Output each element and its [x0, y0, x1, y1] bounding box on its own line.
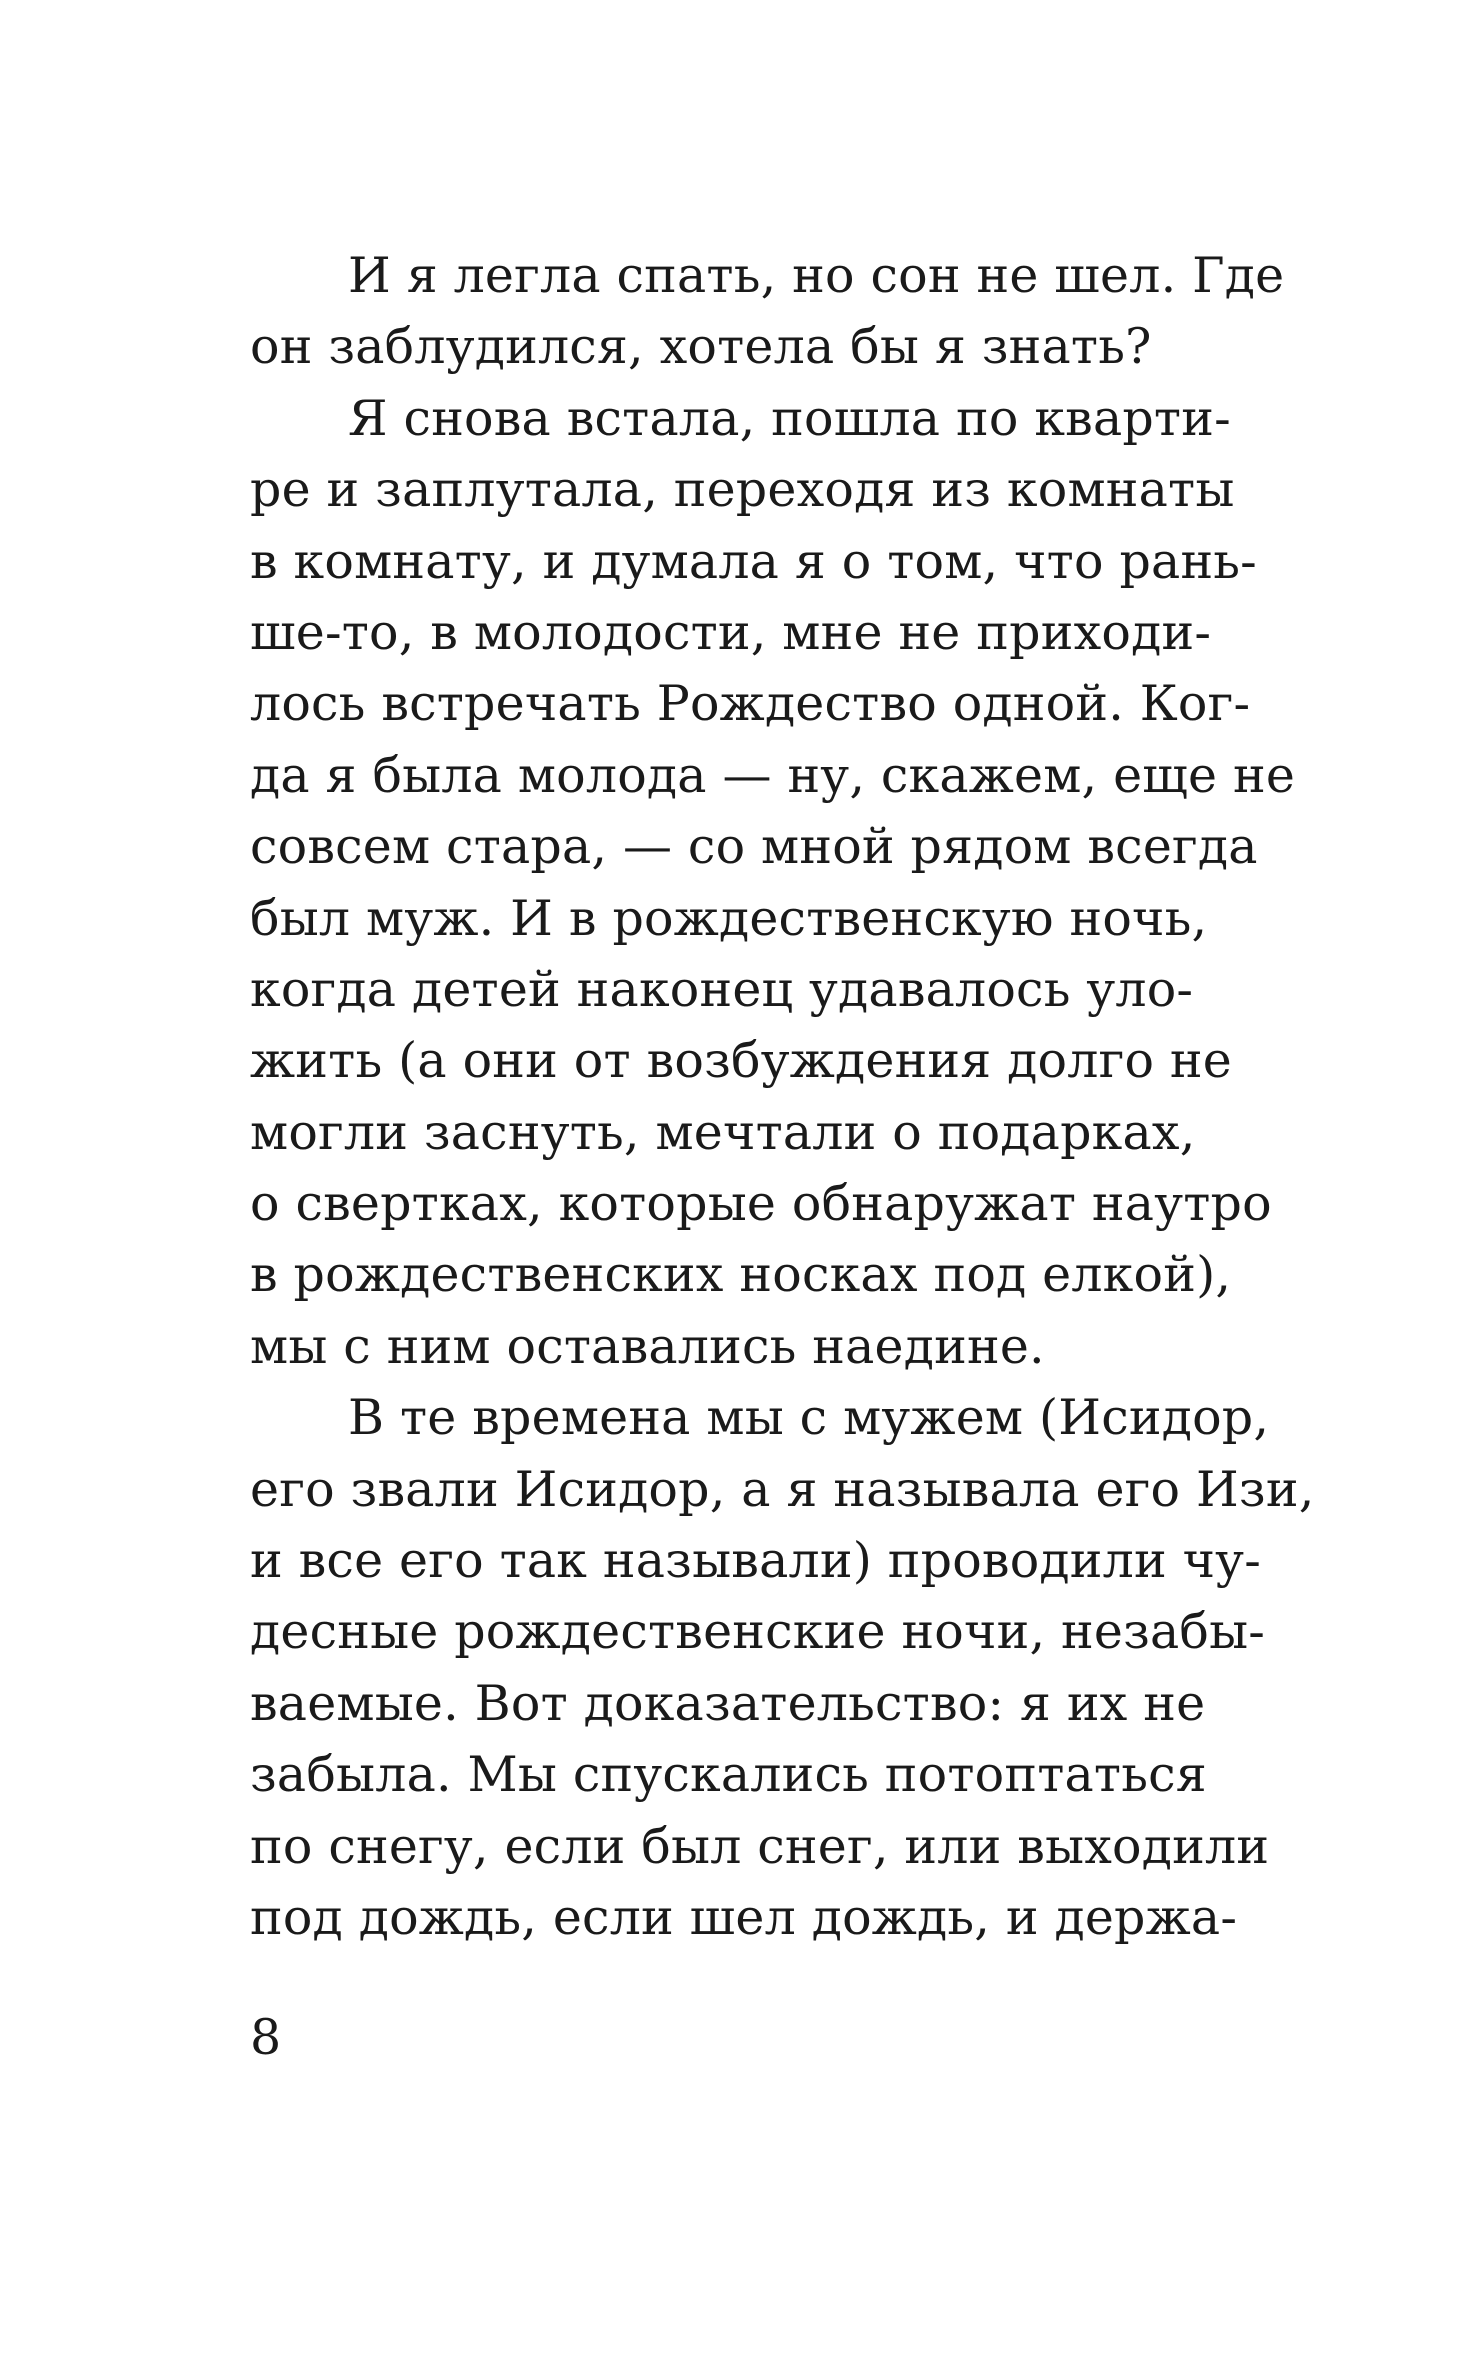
text-line: ре и заплутала, переходя из комнаты — [250, 461, 1235, 519]
text-line: о свертках, которые обнаружат наутро — [250, 1175, 1272, 1233]
text-line: под дождь, если шел дождь, и держа- — [250, 1888, 1238, 1946]
text-line: Я снова встала, пошла по кварти- — [348, 389, 1231, 447]
text-line: И я легла спать, но сон не шел. Где — [348, 247, 1285, 304]
body-text — [250, 240, 1315, 1953]
text-line: могли заснуть, мечтали о подарках, — [250, 1103, 1196, 1161]
text-line: в комнату, и думала я о том, что рань- — [250, 532, 1257, 590]
text-line: совсем стара, — со мной рядом всегда — [250, 818, 1258, 876]
text-line: и все его так называли) проводили чу- — [250, 1532, 1261, 1590]
text-line: жить (а они от возбуждения долго не — [250, 1032, 1232, 1090]
text-line: забыла. Мы спускались потоптаться — [250, 1746, 1207, 1804]
page-number: 8 — [250, 2009, 282, 2066]
text-line: по снегу, если был снег, или выходили — [250, 1817, 1270, 1875]
text-line: в рождественских носках под елкой), — [250, 1246, 1232, 1304]
text-line: его звали Исидор, а я называла его Изи, — [250, 1460, 1315, 1518]
text-line: десные рождественские ночи, незабы- — [250, 1603, 1266, 1661]
text-line: мы с ним оставались наедине. — [250, 1317, 1045, 1375]
text-line: В те времена мы с мужем (Исидор, — [348, 1389, 1270, 1447]
text-line: ваемые. Вот доказательство: я их не — [250, 1674, 1206, 1732]
text-line: ше-то, в молодости, мне не приходи- — [250, 603, 1212, 661]
text-line: был муж. И в рождественскую ночь, — [250, 889, 1208, 947]
text-line: когда детей наконец удавалось уло- — [250, 960, 1194, 1018]
text-line: да я была молода — ну, скажем, еще не — [250, 746, 1296, 804]
text-line: лось встречать Рождество одной. Ког- — [250, 675, 1251, 733]
text-line: он заблудился, хотела бы я знать? — [250, 318, 1152, 376]
